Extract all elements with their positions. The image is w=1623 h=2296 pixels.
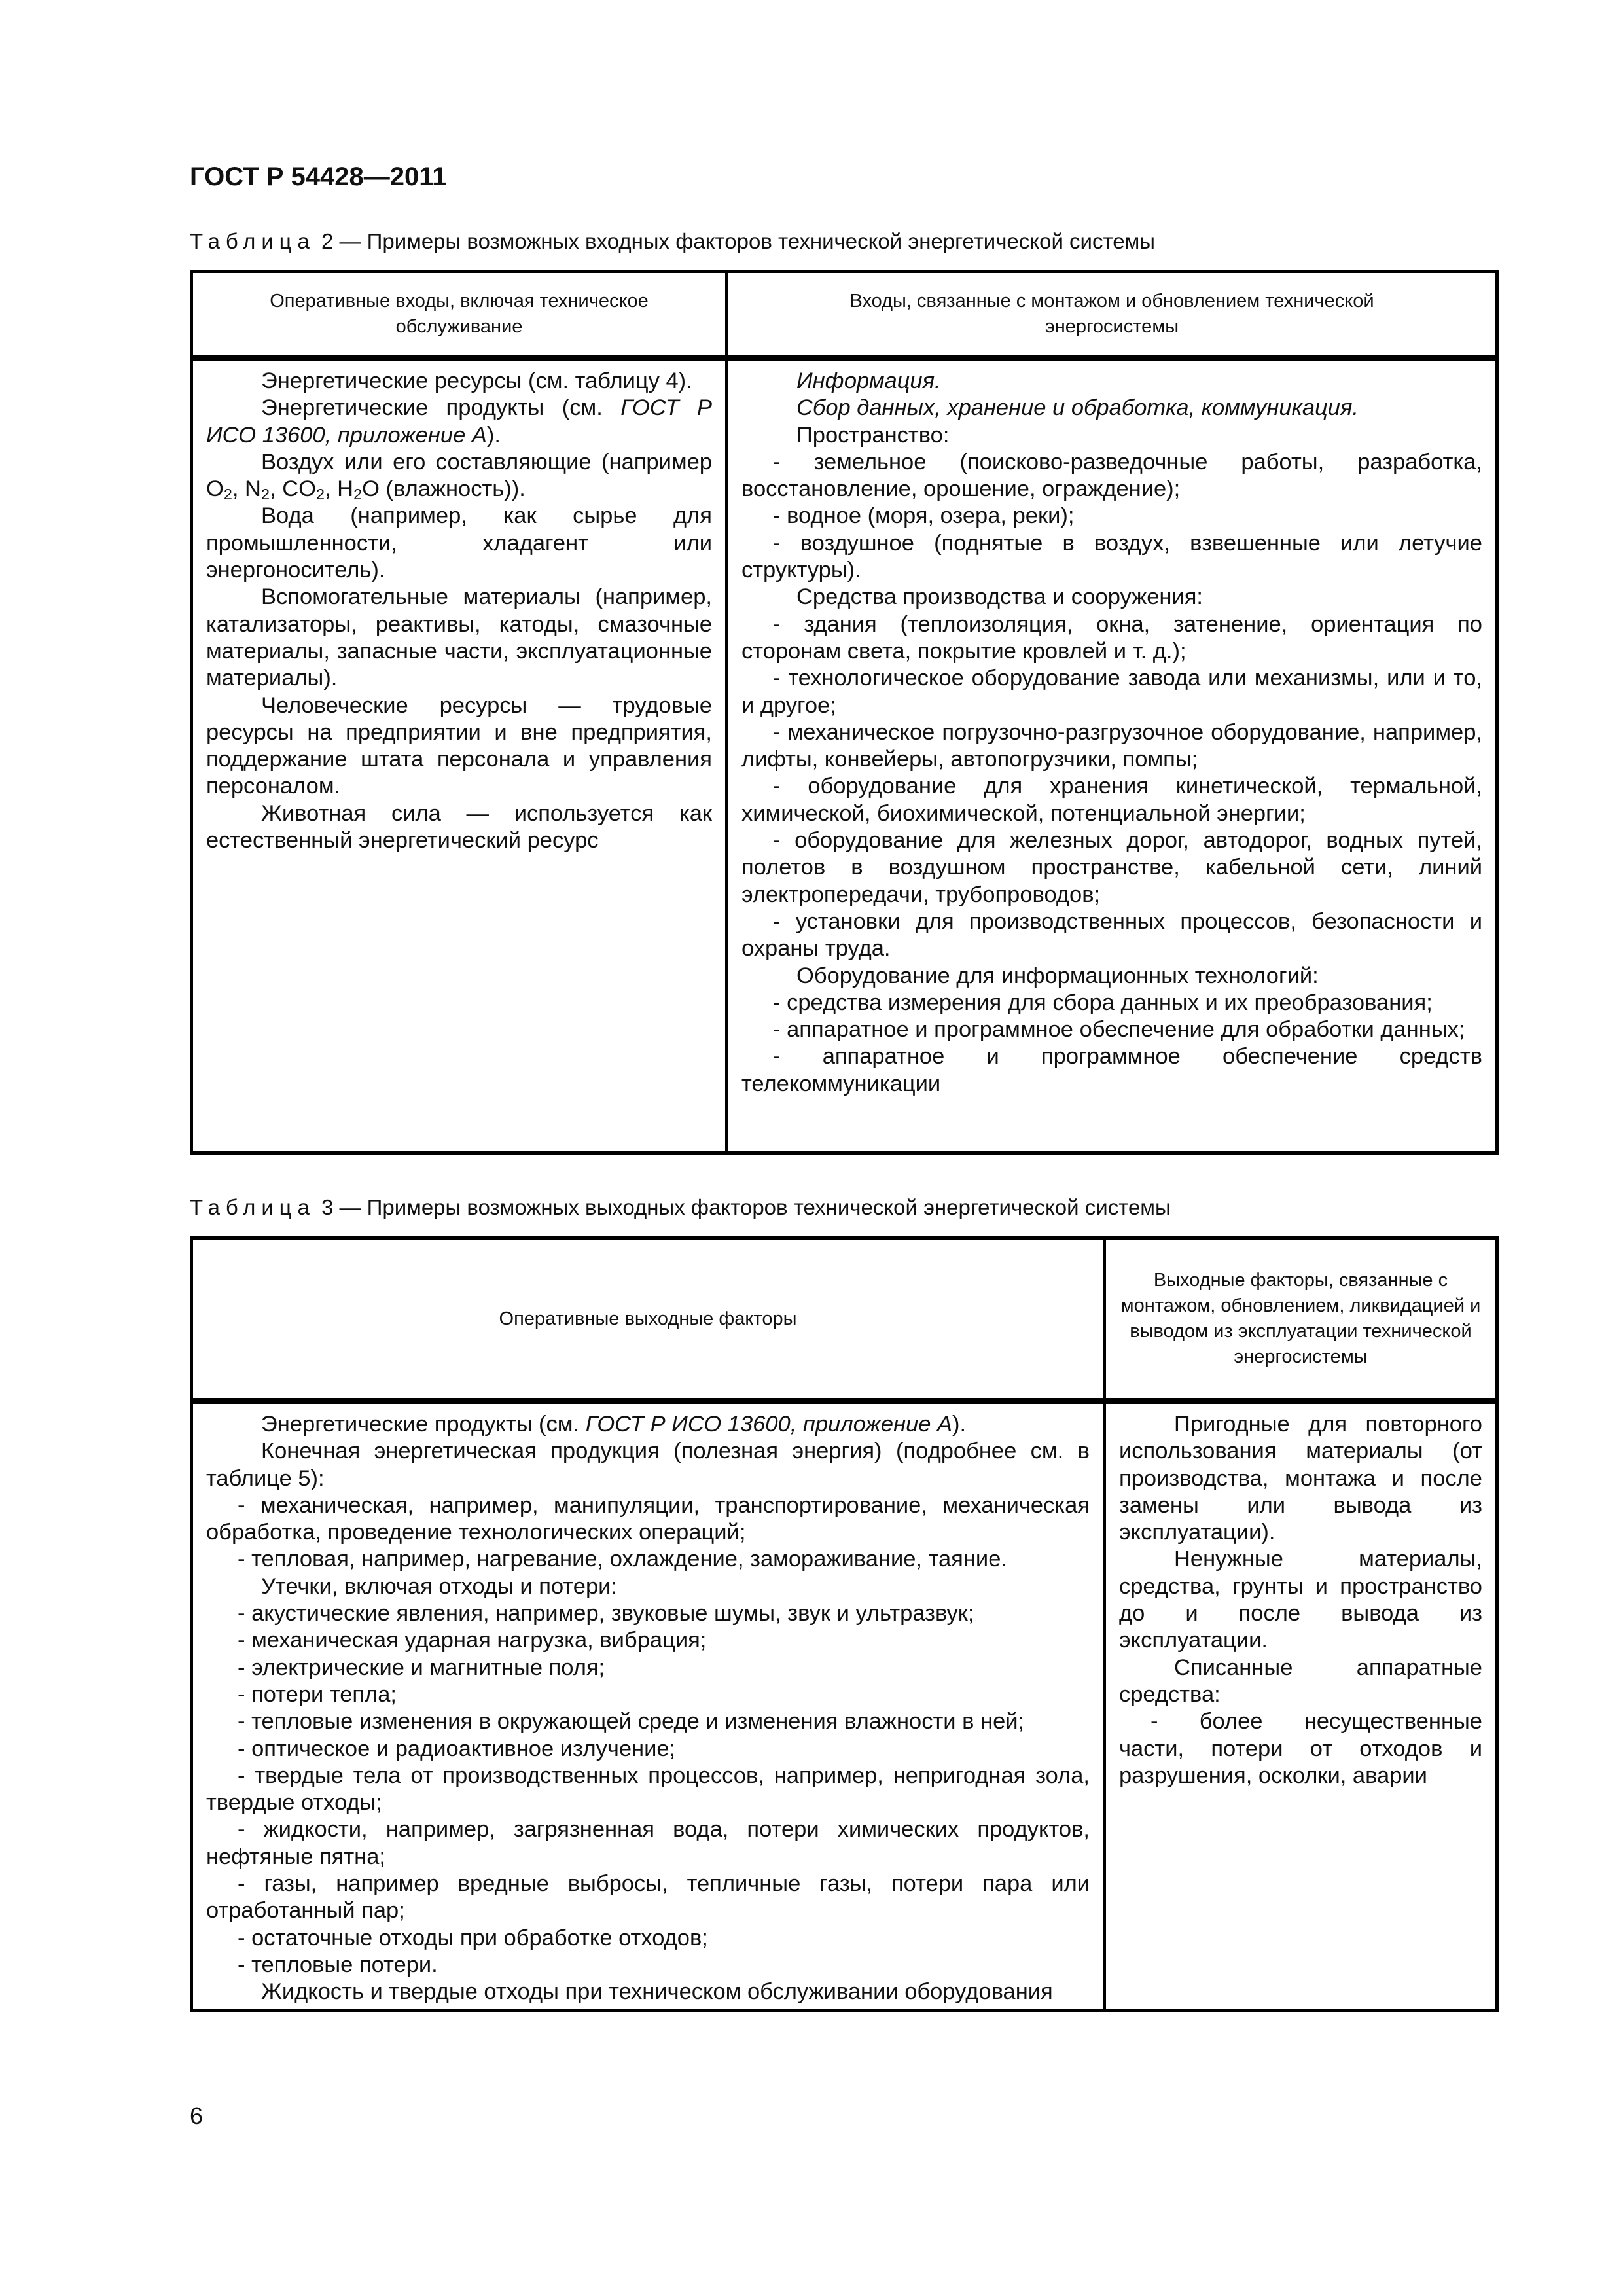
list-item: Жидкость и твердые отходы при техническом обслуживании оборудования bbox=[261, 1979, 1053, 2005]
list-item: - остаточные отходы при обработке отходов; bbox=[238, 1925, 708, 1950]
subscript: 2 bbox=[353, 486, 363, 503]
list-item: - установки для производственных процессов, безопасности и охраны труда. bbox=[741, 908, 1482, 961]
table3-caption-label: Таблица bbox=[190, 1195, 315, 1219]
list-item: Информация. bbox=[796, 368, 941, 393]
table3-installation-outputs bbox=[1105, 1401, 1497, 2011]
list-item: - технологическое оборудование завода или механизмы, или и то, и другое; bbox=[741, 666, 1482, 718]
page-number: 6 bbox=[190, 2102, 204, 2129]
table2 bbox=[190, 270, 1499, 1155]
list-item: - водное (моря, озера, реки); bbox=[773, 503, 1075, 529]
list-item: Вода (например, как сырье для промышленности, хладагент или энергоноситель). bbox=[206, 503, 712, 583]
list-item: - оборудование для хранения кинетической, термальной, химической, биохимической, потенциальной энергии; bbox=[741, 774, 1482, 826]
list-item: - земельное (поисково-разведочные работы, разработка, восстановление, орошение, ограждение); bbox=[741, 449, 1482, 502]
list-item: Вспомогательные материалы (например, катализаторы, реактивы, катоды, смазочные материалы, запасные части, эксплуатационные материалы). bbox=[206, 584, 712, 691]
list-item: Ненужные материалы, средства, грунты и пространство до и после вывода из эксплуатации. bbox=[1119, 1547, 1482, 1653]
table3-caption-text: 3 — Примеры возможных выходных факторов технической энергетической системы bbox=[321, 1195, 1171, 1219]
text: Энергетические продукты (см. bbox=[261, 395, 603, 421]
standard-reference: ГОСТ Р ИСО 13600, приложение А bbox=[585, 1412, 953, 1437]
table3-header-operational: Оперативные выходные факторы bbox=[192, 1238, 1105, 1401]
list-item: Энергетические ресурсы (см. таблицу 4). bbox=[261, 368, 692, 393]
text: ). bbox=[952, 1412, 967, 1437]
list-item: - тепловая, например, нагревание, охлаждение, замораживание, таяние. bbox=[238, 1547, 1007, 1572]
list-item: - электрические и магнитные поля; bbox=[238, 1655, 605, 1680]
subscript: 2 bbox=[260, 486, 270, 503]
list-item: - механическая, например, манипуляции, транспортирование, механическая обработка, проведение технологических операций; bbox=[206, 1492, 1090, 1545]
list-item: - более несущественные части, потери от отходов и разрушения, осколки, аварии bbox=[1119, 1709, 1482, 1788]
text: Энергетические продукты (см. bbox=[261, 1412, 580, 1437]
table2-operational-inputs bbox=[192, 358, 727, 1153]
list-item: Сбор данных, хранение и обработка, коммуникация. bbox=[796, 395, 1359, 421]
list-item: - средства измерения для сбора данных и их преобразования; bbox=[773, 990, 1433, 1015]
table2-caption bbox=[190, 229, 1155, 254]
table2-header-installation: Входы, связанные с монтажом и обновлением технической энергосистемы bbox=[727, 272, 1497, 358]
list-item: - механическая ударная нагрузка, вибрация; bbox=[238, 1628, 707, 1653]
list-item: Утечки, включая отходы и потери: bbox=[261, 1573, 618, 1599]
text: O (влажность)). bbox=[362, 476, 526, 502]
text: , CO bbox=[270, 476, 316, 502]
list-item: - газы, например вредные выбросы, тепличные газы, потери пара или отработанный пар; bbox=[206, 1871, 1090, 1924]
list-item: Оборудование для информационных технологий: bbox=[796, 963, 1319, 988]
text: , N bbox=[232, 476, 261, 502]
list-item: - тепловые потери. bbox=[238, 1952, 438, 1977]
table3-caption bbox=[190, 1195, 1171, 1220]
list-item: - твердые тела от производственных процессов, например, непригодная зола, твердые отходы; bbox=[206, 1763, 1090, 1816]
list-item: - механическое погрузочно-разгрузочное оборудование, например, лифты, конвейеры, автопогрузчики, помпы; bbox=[741, 719, 1482, 772]
table3-header-installation: Выходные факторы, связанные с монтажом, обновлением, ликвидацией и выводом из эксплуатации технической энергосистемы bbox=[1105, 1238, 1497, 1401]
list-item bbox=[206, 395, 712, 449]
list-item: Животная сила — используется как естественный энергетический ресурс bbox=[206, 800, 712, 853]
list-item: Пригодные для повторного использования материалы (от производства, монтажа и после замены или вывода из эксплуатации). bbox=[1119, 1412, 1482, 1545]
document-id: ГОСТ Р 54428—2011 bbox=[190, 162, 447, 191]
list-item: - жидкости, например, загрязненная вода, потери химических продуктов, нефтяные пятна; bbox=[206, 1817, 1090, 1869]
list-item bbox=[206, 449, 712, 503]
subscript: 2 bbox=[223, 486, 232, 503]
list-item: Списанные аппаратные средства: bbox=[1119, 1655, 1482, 1707]
list-item: Пространство: bbox=[796, 422, 950, 448]
table2-caption-label: Таблица bbox=[190, 229, 315, 253]
list-item: - аппаратное и программное обеспечение для обработки данных; bbox=[773, 1017, 1465, 1043]
list-item: - тепловые изменения в окружающей среде и изменения влажности в ней; bbox=[238, 1709, 1025, 1734]
text: , H bbox=[325, 476, 354, 502]
table2-caption-text: 2 — Примеры возможных входных факторов технической энергетической системы bbox=[321, 229, 1155, 253]
list-item: - акустические явления, например, звуковые шумы, звук и ультразвук; bbox=[238, 1601, 974, 1626]
standard-reference: ГОСТ Р ИСО 13600, приложение А bbox=[206, 395, 712, 448]
list-item: - аппаратное и программное обеспечение средств телекоммуникации bbox=[741, 1044, 1482, 1096]
list-item: - здания (теплоизоляция, окна, затенение, ориентация по сторонам света, покрытие кровлей и т. д.); bbox=[741, 611, 1482, 664]
table2-header-operational: Оперативные входы, включая техническое обслуживание bbox=[192, 272, 727, 358]
list-item: - оптическое и радиоактивное излучение; bbox=[238, 1736, 676, 1761]
text: ). bbox=[486, 422, 501, 448]
list-item: - оборудование для железных дорог, автодорог, водных путей, полетов в воздушном пространстве, кабельной сети, линий электропередачи, трубопроводов; bbox=[741, 828, 1482, 907]
list-item bbox=[206, 1411, 1090, 1438]
table3 bbox=[190, 1236, 1499, 2012]
list-item: - воздушное (поднятые в воздух, взвешенные или летучие структуры). bbox=[741, 530, 1482, 583]
list-item: - потери тепла; bbox=[238, 1681, 397, 1707]
list-item: Конечная энергетическая продукция (полезная энергия) (подробнее см. в таблице 5): bbox=[206, 1439, 1090, 1491]
text: Воздух или его составляющие (например O bbox=[206, 449, 712, 502]
list-item: Человеческие ресурсы — трудовые ресурсы на предприятии и вне предприятия, поддержание штата персонала и управления персоналом. bbox=[206, 692, 712, 799]
subscript: 2 bbox=[315, 486, 325, 503]
table2-installation-inputs bbox=[727, 358, 1497, 1153]
table3-operational-outputs bbox=[192, 1401, 1105, 2011]
list-item: Средства производства и сооружения: bbox=[796, 584, 1203, 610]
